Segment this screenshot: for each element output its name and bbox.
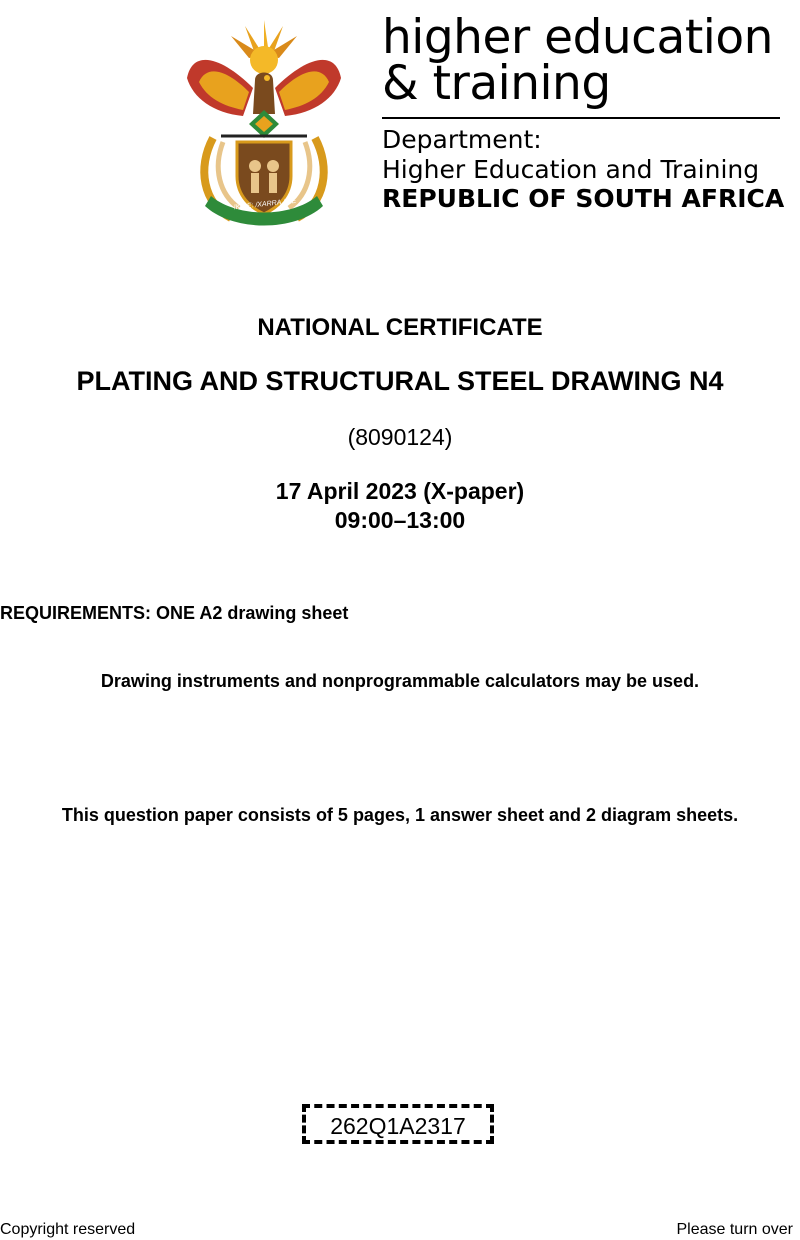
requirements-text: REQUIREMENTS: ONE A2 drawing sheet xyxy=(0,603,349,623)
brand-line-2: & training xyxy=(382,56,611,111)
certificate-heading: NATIONAL CERTIFICATE xyxy=(257,314,543,341)
paper-code: 262Q1A2317 xyxy=(330,1113,466,1139)
department-name: Higher Education and Training xyxy=(382,155,760,184)
brand-line-1: higher education xyxy=(382,10,773,65)
instruments-note: Drawing instruments and nonprogrammable calculators may be used. xyxy=(100,671,700,691)
exam-time: 09:00–13:00 xyxy=(334,507,466,533)
coat-of-arms-emblem xyxy=(183,18,345,232)
emblem-motto: !KE E: /XARRA //KE xyxy=(233,197,297,212)
brand-divider xyxy=(382,117,780,119)
paper-code-box xyxy=(302,1104,494,1144)
sun-icon xyxy=(231,20,297,74)
department-label: Department: xyxy=(382,125,542,154)
footer-copyright: Copyright reserved xyxy=(0,1221,136,1238)
country-name: REPUBLIC OF SOUTH AFRICA xyxy=(382,184,785,213)
exam-title: PLATING AND STRUCTURAL STEEL DRAWING N4 xyxy=(76,366,724,396)
pages-note: This question paper consists of 5 pages, 1 answer sheet and 2 diagram sheets. xyxy=(61,805,739,825)
footer-turn-over: Please turn over xyxy=(676,1221,793,1238)
subject-code: (8090124) xyxy=(347,424,453,450)
exam-date: 17 April 2023 (X-paper) xyxy=(275,478,525,504)
